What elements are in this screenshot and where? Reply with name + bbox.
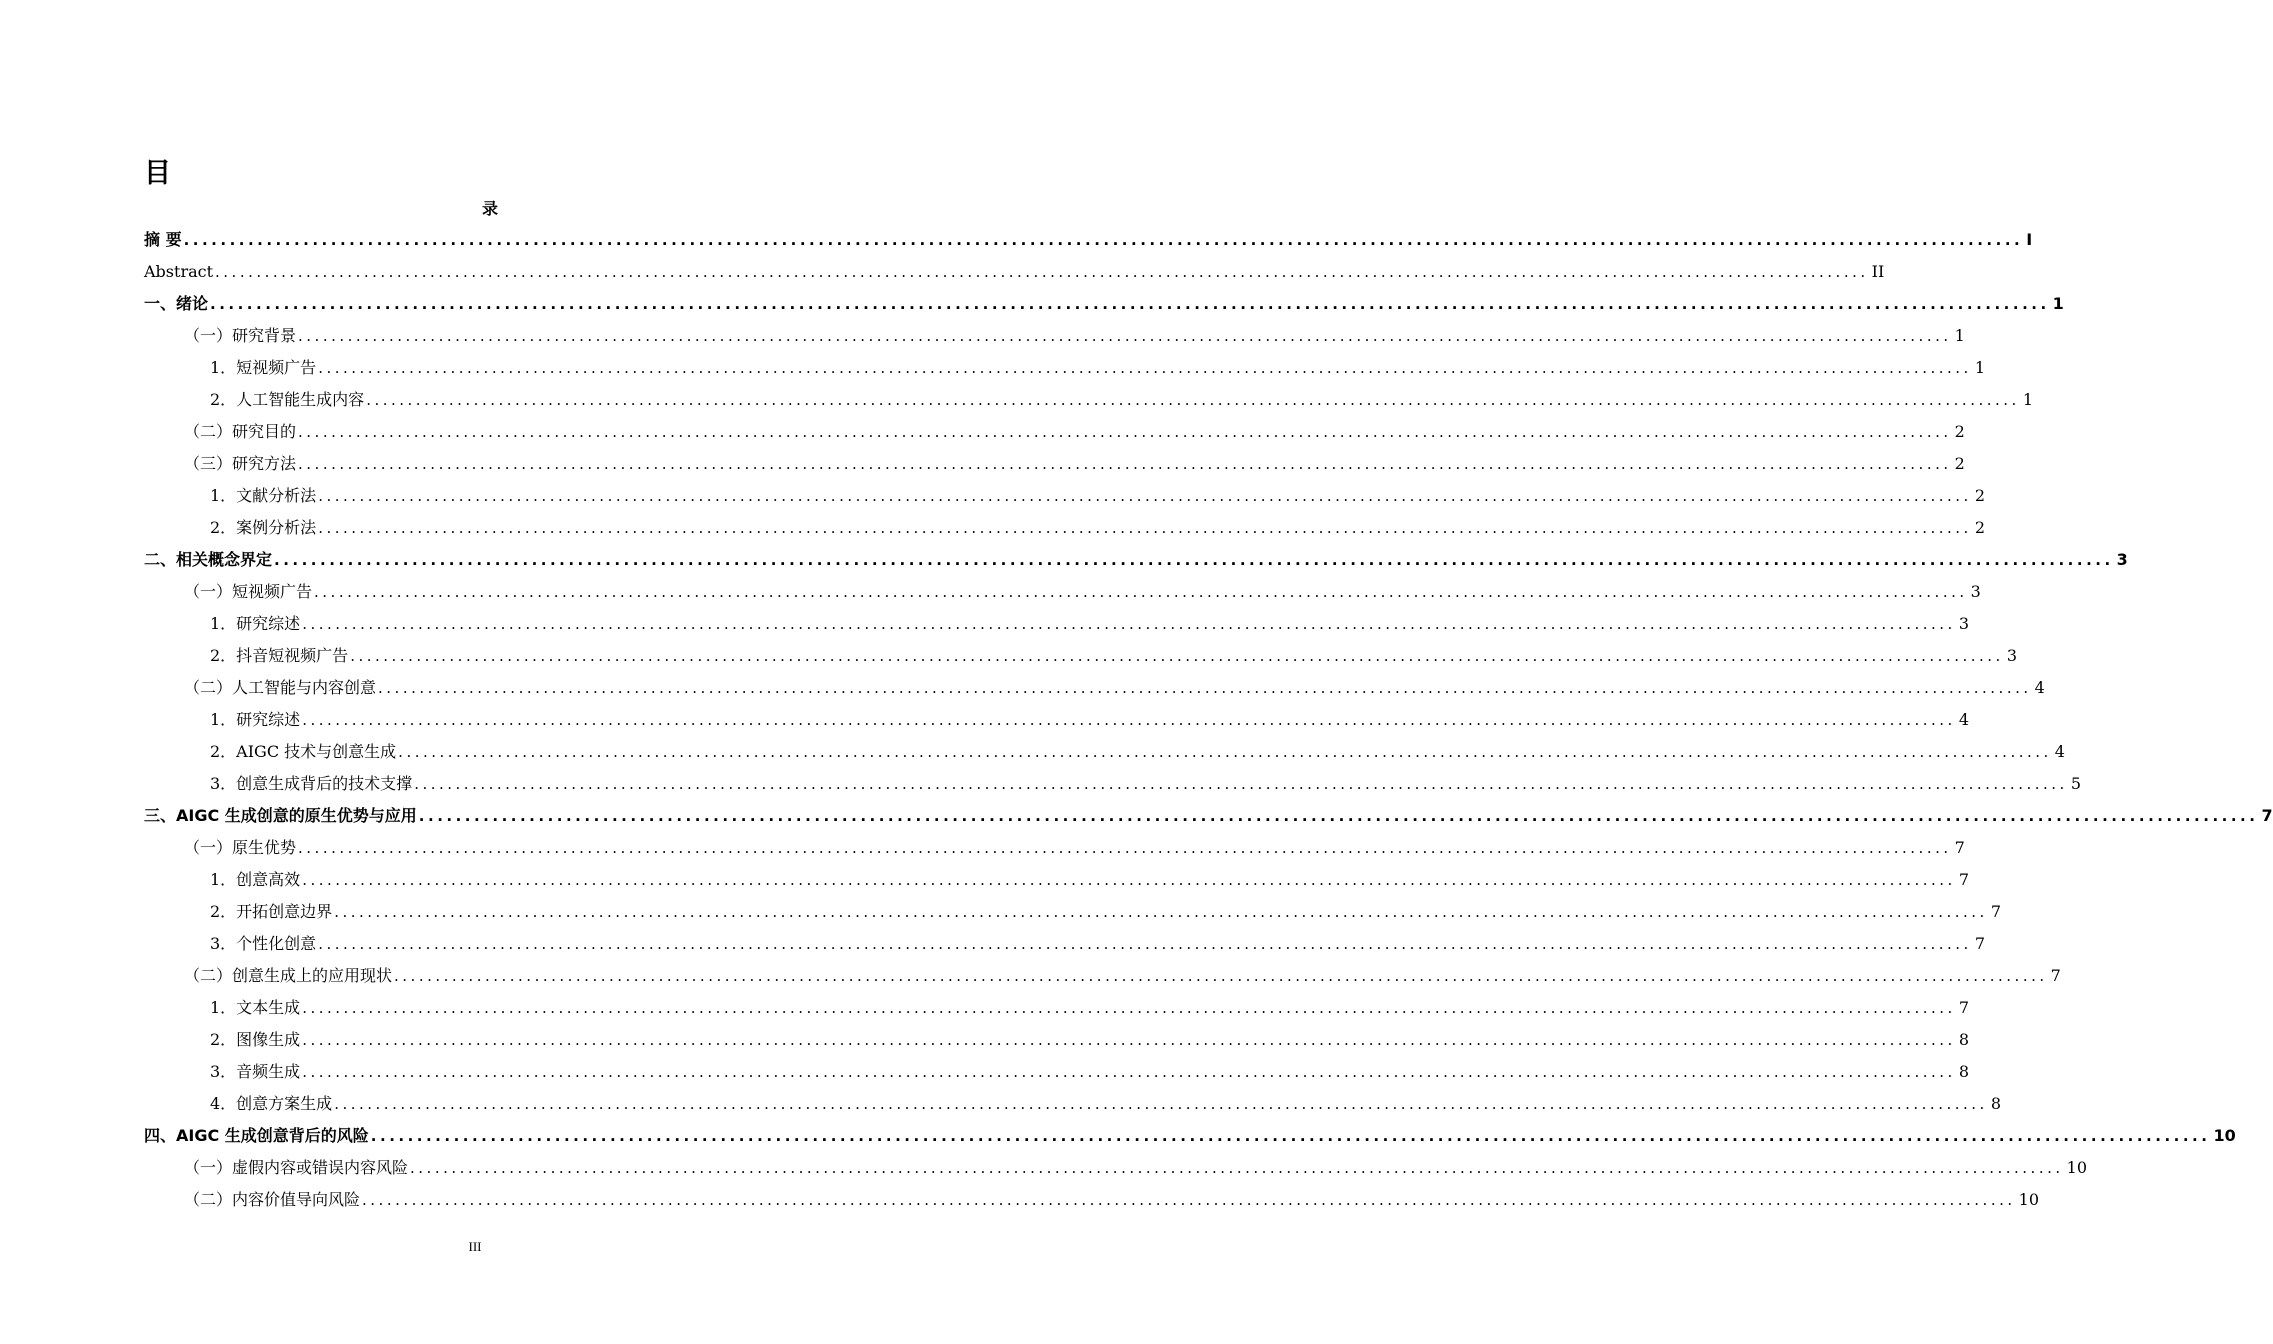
toc-entry-page: 10 [2066, 1158, 2087, 1177]
toc-entry-page: 7 [2050, 966, 2061, 985]
toc-entry-page: I [2026, 230, 2033, 249]
toc-entry[interactable] [144, 736, 2065, 768]
toc-entry[interactable] [144, 768, 2081, 800]
toc-dot-leader: ........................................................................................................................................................................................................ [302, 1063, 1956, 1081]
toc-entry[interactable] [144, 320, 1965, 352]
toc-entry-page: 4 [2054, 742, 2065, 761]
toc-dot-leader: ........................................................................................................................................................................................................ [318, 359, 1972, 377]
toc-entry[interactable] [144, 384, 2033, 416]
toc-entry-label: 2．开拓创意边界 [210, 902, 333, 921]
toc-entry-label: （一）短视频广告 [184, 582, 313, 601]
toc-entry[interactable] [144, 800, 2273, 832]
toc-dot-leader: ........................................................................................................................................................................................................ [318, 487, 1972, 505]
toc-dot-leader: ........................................................................................................................................................................................................ [302, 999, 1956, 1017]
toc-dot-leader: ........................................................................................................................................................................................................ [334, 903, 1988, 921]
toc-entry[interactable] [144, 864, 1969, 896]
toc-dot-leader: ........................................................................................................................................................................................................ [398, 743, 2052, 761]
toc-entry[interactable] [144, 672, 2045, 704]
toc-dot-leader: ........................................................................................................................................................................................................ [394, 967, 2048, 985]
toc-entry-page: 8 [1958, 1030, 1969, 1049]
toc-entry-label: 1．创意高效 [210, 870, 301, 889]
toc-entry-page: 10 [2018, 1190, 2039, 1209]
toc-dot-leader: ........................................................................................................................................................................................................ [298, 327, 1952, 345]
toc-entry-page: 7 [1958, 870, 1969, 889]
toc-entry-label: 3．创意生成背后的技术支撑 [210, 774, 413, 793]
toc-entry-page: II [1871, 262, 1885, 281]
toc-entry[interactable] [144, 704, 1969, 736]
toc-entry-label: （二）创意生成上的应用现状 [184, 966, 393, 985]
toc-entry-page: 8 [1958, 1062, 1969, 1081]
toc-entry-label: 四、AIGC 生成创意背后的风险 [144, 1126, 369, 1145]
toc-entry-page: 8 [1990, 1094, 2001, 1113]
toc-dot-leader: ........................................................................................................................................................................................................ [210, 295, 2050, 313]
toc-entry[interactable] [144, 448, 1965, 480]
toc-dot-leader: ........................................................................................................................................................................................................ [334, 1095, 1988, 1113]
toc-entry-label: 1．研究综述 [210, 614, 301, 633]
toc-dot-leader: ........................................................................................................................................................................................................ [302, 615, 1956, 633]
toc-entry[interactable] [144, 512, 1985, 544]
toc-entry-page: 7 [1954, 838, 1965, 857]
toc-dot-leader: ........................................................................................................................................................................................................ [302, 871, 1956, 889]
toc-dot-leader: ........................................................................................................................................................................................................ [314, 583, 1968, 601]
toc-dot-leader: ........................................................................................................................................................................................................ [318, 935, 1972, 953]
toc-entry-label: 1．短视频广告 [210, 358, 317, 377]
toc-entry-label: 二、相关概念界定 [144, 550, 273, 569]
toc-entry-page: 1 [2052, 294, 2064, 313]
toc-entry-page: 2 [1974, 518, 1985, 537]
toc-entry[interactable] [144, 992, 1969, 1024]
toc-entry-page: 1 [1954, 326, 1965, 345]
toc-entry[interactable] [144, 1056, 1969, 1088]
toc-entry[interactable] [144, 224, 2033, 256]
toc-entry[interactable] [144, 352, 1985, 384]
toc-entry[interactable] [144, 1152, 2087, 1184]
toc-entry-page: 4 [1958, 710, 1969, 729]
toc-entry[interactable] [144, 544, 2128, 576]
toc-dot-leader: ........................................................................................................................................................................................................ [298, 839, 1952, 857]
toc-dot-leader: ........................................................................................................................................................................................................ [370, 1127, 2211, 1145]
toc-dot-leader: ........................................................................................................................................................................................................ [298, 455, 1952, 473]
toc-dot-leader: ........................................................................................................................................................................................................ [274, 551, 2114, 569]
toc-entry-page: 7 [1974, 934, 1985, 953]
toc-entry[interactable] [144, 256, 1885, 288]
toc-entry-label: （二）人工智能与内容创意 [184, 678, 377, 697]
toc-entry-label: （一）虚假内容或错误内容风险 [184, 1158, 409, 1177]
toc-dot-leader: ........................................................................................................................................................................................................ [366, 391, 2020, 409]
toc-entry-label: 摘 要 [144, 230, 182, 249]
toc-entry-label: 2．人工智能生成内容 [210, 390, 365, 409]
toc-entry[interactable] [144, 608, 1969, 640]
toc-entry[interactable] [144, 640, 2017, 672]
toc-entry-label: 2．抖音短视频广告 [210, 646, 349, 665]
toc-entry-page: 5 [2070, 774, 2081, 793]
toc-dot-leader: ........................................................................................................................................................................................................ [418, 807, 2259, 825]
toc-dot-leader: ........................................................................................................................................................................................................ [410, 1159, 2064, 1177]
toc-title-main: 目 [144, 158, 171, 189]
toc-entry-label: 1．文献分析法 [210, 486, 317, 505]
toc-entry-page: 10 [2213, 1126, 2236, 1145]
toc-entry[interactable] [144, 928, 1985, 960]
toc-entry[interactable] [144, 1184, 2039, 1216]
toc-entry[interactable] [144, 1024, 1969, 1056]
toc-entry-page: 3 [1970, 582, 1981, 601]
toc-entry-page: 3 [1958, 614, 1969, 633]
toc-dot-leader: ........................................................................................................................................................................................................ [414, 775, 2068, 793]
toc-entry[interactable] [144, 288, 2064, 320]
toc-entry-label: 1．研究综述 [210, 710, 301, 729]
toc-entry[interactable] [144, 960, 2061, 992]
page-number: III [468, 1239, 482, 1254]
toc-entry-label: 三、AIGC 生成创意的原生优势与应用 [144, 806, 417, 825]
toc-dot-leader: ........................................................................................................................................................................................................ [302, 1031, 1956, 1049]
toc-entry-label: （一）原生优势 [184, 838, 297, 857]
toc-entry-page: 4 [2034, 678, 2045, 697]
toc-dot-leader: ........................................................................................................................................................................................................ [318, 519, 1972, 537]
toc-entry[interactable] [144, 1088, 2001, 1120]
toc-title-sub: 录 [482, 199, 499, 218]
toc-dot-leader: ........................................................................................................................................................................................................ [302, 711, 1956, 729]
toc-entry-label: 2．案例分析法 [210, 518, 317, 537]
toc-entry-page: 7 [1990, 902, 2001, 921]
toc-entry-label: 3．个性化创意 [210, 934, 317, 953]
toc-entry[interactable] [144, 480, 1985, 512]
toc-dot-leader: ........................................................................................................................................................................................................ [215, 263, 1869, 281]
toc-entry[interactable] [144, 1120, 2236, 1152]
toc-entry[interactable] [144, 832, 1965, 864]
toc-entry-label: （二）内容价值导向风险 [184, 1190, 361, 1209]
toc-entry-page: 1 [2022, 390, 2033, 409]
toc-dot-leader: ........................................................................................................................................................................................................ [378, 679, 2032, 697]
toc-entry-label: 3．音频生成 [210, 1062, 301, 1081]
table-of-contents [144, 224, 2273, 1216]
toc-entry-label: 2．AIGC 技术与创意生成 [210, 742, 397, 761]
toc-entry[interactable] [144, 576, 1981, 608]
toc-entry-page: 3 [2006, 646, 2017, 665]
toc-entry-label: （一）研究背景 [184, 326, 297, 345]
toc-entry[interactable] [144, 896, 2001, 928]
toc-entry-label: 4．创意方案生成 [210, 1094, 333, 1113]
toc-entry-label: 一、绪论 [144, 294, 209, 313]
toc-dot-leader: ........................................................................................................................................................................................................ [362, 1191, 2016, 1209]
toc-dot-leader: ........................................................................................................................................................................................................ [350, 647, 2004, 665]
toc-entry-page: 2 [1974, 486, 1985, 505]
toc-entry[interactable] [144, 416, 1965, 448]
toc-dot-leader: ........................................................................................................................................................................................................ [183, 231, 2024, 249]
toc-entry-page: 2 [1954, 454, 1965, 473]
toc-entry-label: Abstract [144, 262, 214, 281]
toc-entry-label: （二）研究目的 [184, 422, 297, 441]
toc-entry-label: （三）研究方法 [184, 454, 297, 473]
toc-entry-label: 2．图像生成 [210, 1030, 301, 1049]
toc-entry-page: 7 [1958, 998, 1969, 1017]
toc-entry-page: 2 [1954, 422, 1965, 441]
toc-entry-page: 7 [2261, 806, 2273, 825]
toc-entry-page: 3 [2116, 550, 2128, 569]
toc-entry-page: 1 [1974, 358, 1985, 377]
toc-dot-leader: ........................................................................................................................................................................................................ [298, 423, 1952, 441]
toc-entry-label: 1．文本生成 [210, 998, 301, 1017]
